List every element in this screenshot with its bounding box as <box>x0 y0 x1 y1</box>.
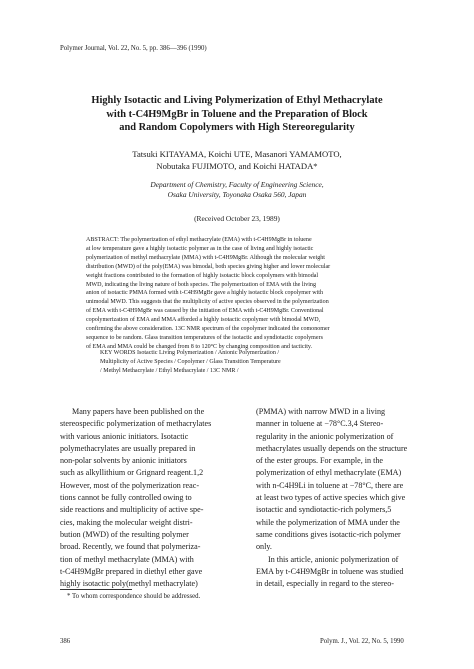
abstract <box>86 236 407 352</box>
body-line: cies, making the molecular weight distri- <box>60 517 193 527</box>
abstract-line: distribution (MWD) of the poly(EMA) was bimodal, both species giving higher and lower molecular <box>86 263 331 270</box>
article-title <box>40 94 434 135</box>
keywords <box>100 349 410 376</box>
abstract-line: unimodal MWD. This suggests that the multiplicity of active species observed in the polymerization <box>86 299 329 306</box>
body-line: tion of methyl methacrylate (MMA) with <box>60 554 194 564</box>
affiliation <box>40 180 434 200</box>
body-line: non-polar solvents by anionic initiators <box>60 456 187 466</box>
body-line: only. <box>256 542 272 552</box>
abstract-line: of EMA with t-C4H9MgBr was caused by the initiation of EMA with t-C4H9MgBr. Conventional <box>86 308 324 315</box>
body-line: tions cannot be fully controlled owing to <box>60 493 192 503</box>
body-line: same conditions gives isotactic-rich polymer <box>256 529 401 539</box>
keyword-line: KEY WORDS Isotactic Living Polymerization / Anionic Polymerization / <box>100 350 280 356</box>
author-line: Tatsuki KITAYAMA, Koichi UTE, Masanori YAMAMOTO, <box>132 149 342 159</box>
abstract-line: sequence to be random. Glass transition temperatures of the isotactic and syndiotactic copolymers <box>86 334 323 341</box>
affiliation-line: Department of Chemistry, Faculty of Engineering Science, <box>150 180 324 189</box>
body-line: However, most of the polymerization reac- <box>60 480 200 490</box>
abstract-line: polymerization of methyl methacrylate (MMA) with t-C4H9MgBr. Although the molecular weight <box>86 254 325 261</box>
abstract-line: of EMA and MMA could be changed from 8 to 120°C by changing composition and tacticity. <box>86 343 313 350</box>
body-line: polymerization of ethyl methacrylate (EMA) <box>256 468 402 478</box>
journal-citation: Polymer Journal, Vol. 22, No. 5, pp. 386—396 (1990) <box>60 45 207 52</box>
page-number: 386 <box>60 638 71 645</box>
title-line: and Random Copolymers with High Stereoregularity <box>119 122 355 133</box>
body-line: side reactions and multiplicity of active spe- <box>60 505 204 515</box>
body-line: (PMMA) with narrow MWD in a living <box>256 407 386 416</box>
body-line: methacrylates usually depends on the structure <box>256 443 408 453</box>
body-line: of the ester groups. For example, in the <box>256 456 383 466</box>
keyword-line: Multiplicity of Active Species / Copolymer / Glass Transition Temperature <box>100 358 281 365</box>
body-line: bution (MWD) of the resulting polymer <box>60 529 189 539</box>
body-line: broad. Recently, we found that polymeriza- <box>60 542 201 552</box>
correspondence-footnote: * To whom correspondence should be addressed. <box>67 593 201 600</box>
body-column-right <box>256 406 434 590</box>
body-line: in detail, especially in regard to the stereo- <box>256 579 394 589</box>
abstract-line: copolymerization of EMA and MMA afforded a highly isotactic copolymer with bimodal MWD, <box>86 317 321 324</box>
affiliation-line: Osaka University, Toyonaka Osaka 560, Japan <box>167 190 307 199</box>
author-line: Nobutaka FUJIMOTO, and Koichi HATADA* <box>156 161 318 171</box>
abstract-line: confirming the above consideration. 13C NMR spectrum of the copolymer indicated the comonomer <box>86 326 330 333</box>
body-line: regularity in the anionic polymerization of <box>256 431 394 441</box>
body-line: with n-C4H9Li in toluene at −78°C, there are <box>256 480 404 490</box>
body-line: highly isotactic poly(methyl methacrylate) <box>60 579 198 589</box>
keyword-line: / Methyl Methacrylate / Ethyl Methacrylate / 13C NMR / <box>100 367 239 374</box>
abstract-line: anion of isotactic PMMA formed with t-C4H9MgBr gave a highly isotactic block copolymer with <box>86 290 323 297</box>
abstract-line: MWD, indicating the living nature of both species. The polymerization of EMA with the living <box>86 281 316 288</box>
body-line: In this article, anionic polymerization of <box>268 554 399 564</box>
body-line: polymethacrylates are usually prepared in <box>60 443 196 453</box>
body-line: stereospecific polymerization of methacrylates <box>60 419 212 429</box>
footnote-divider <box>60 589 132 590</box>
author-list <box>40 148 434 172</box>
running-footer: Polym. J., Vol. 22, No. 5, 1990 <box>320 638 404 645</box>
body-line: while the polymerization of MMA under the <box>256 517 400 527</box>
abstract-line: ABSTRACT: The polymerization of ethyl methacrylate (EMA) with t-C4H9MgBr in toluene <box>86 237 312 243</box>
title-line: with t-C4H9MgBr in Toluene and the Preparation of Block <box>106 108 368 120</box>
body-line: t-C4H9MgBr prepared in diethyl ether gave <box>60 566 203 576</box>
received-date: (Received October 23, 1989) <box>194 214 280 223</box>
body-column-left <box>60 406 238 590</box>
abstract-line: weight fractions contributed to the formation of highly isotactic block copolymers with bimodal <box>86 272 319 279</box>
title-line: Highly Isotactic and Living Polymerization of Ethyl Methacrylate <box>91 95 383 106</box>
abstract-line: at low temperature gave a highly isotactic polymer as in the case of living and highly isotactic <box>86 245 314 252</box>
body-line: isotactic and syndiotactic-rich polymers,5 <box>256 505 392 515</box>
body-line: such as alkyllithium or Grignard reagent.1,2 <box>60 468 204 478</box>
body-line: at least two types of active species which give <box>256 493 406 503</box>
body-line: manner in toluene at −78°C.3,4 Stereo- <box>256 419 384 429</box>
body-line: Many papers have been published on the <box>72 407 205 416</box>
body-line: with various anionic initiators. Isotactic <box>60 431 189 441</box>
body-line: EMA by t-C4H9MgBr in toluene was studied <box>256 566 404 576</box>
